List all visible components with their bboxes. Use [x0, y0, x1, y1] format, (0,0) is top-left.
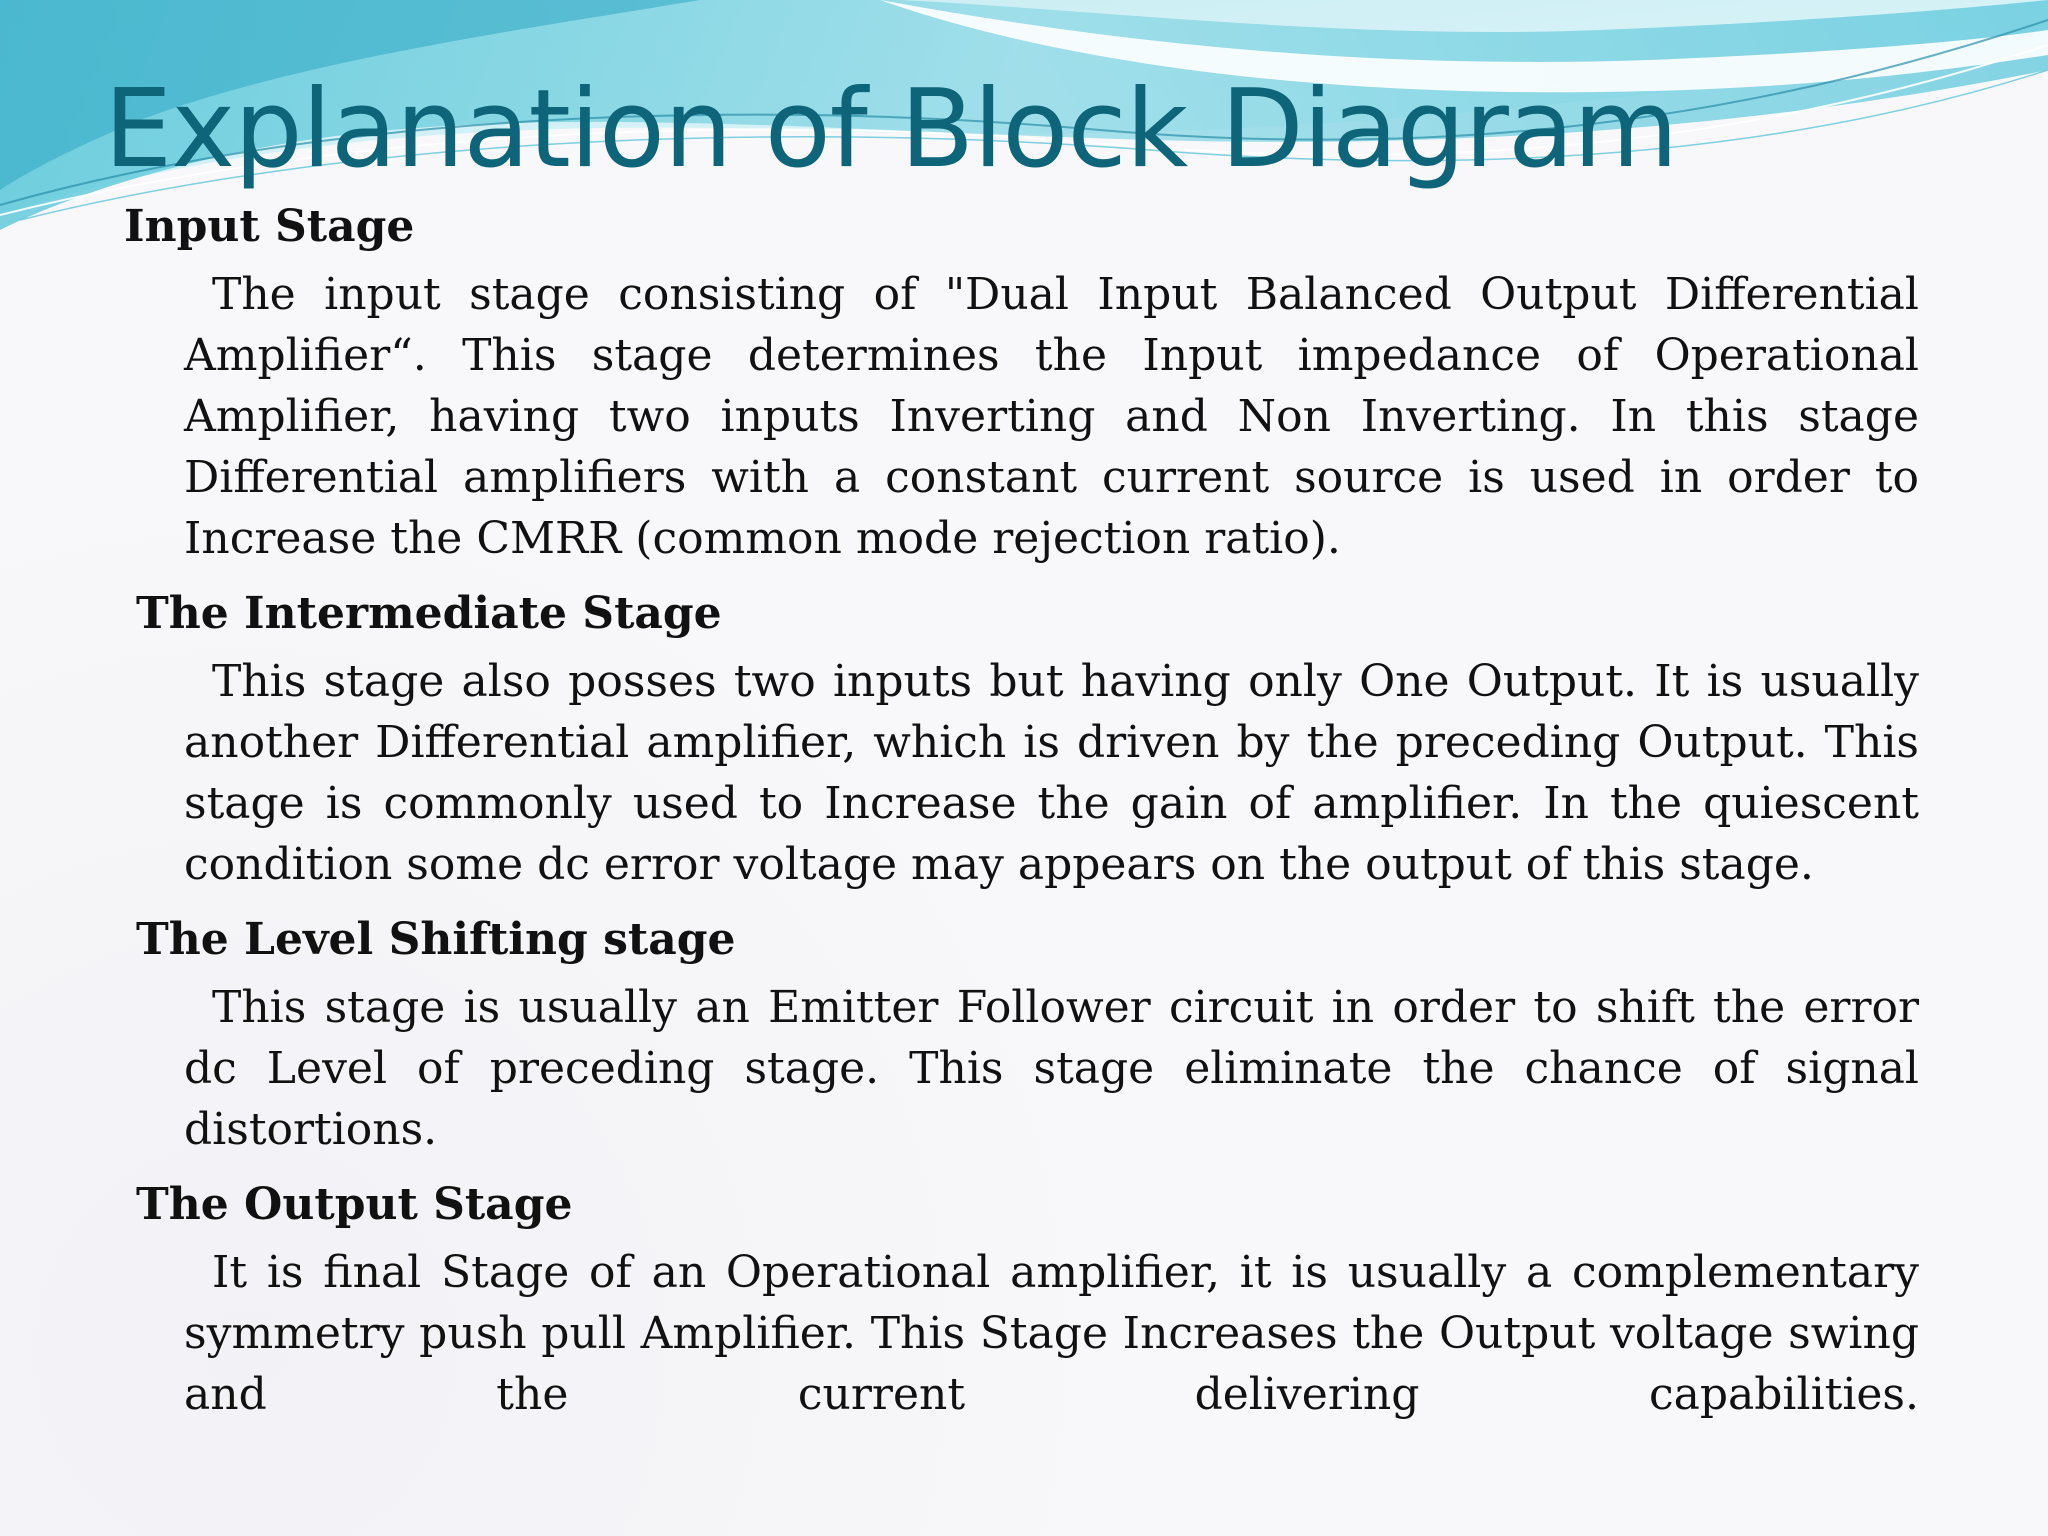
section-heading-intermediate-stage: The Intermediate Stage [136, 588, 722, 639]
section-text-intermediate-stage-content: This stage also posses two inputs but having only One Output. It is usually another Differential amplifier, which is driven by the preceding Output. This stage is commonly used to Increase the gain of amplifier. In the quiescent condition some dc error voltage may appears on the output of this stage. [184, 656, 1919, 890]
section-text-level-shifting-stage-content: This stage is usually an Emitter Follower circuit in order to shift the error dc Level of preceding stage. This stage eliminate the chance of signal distortions. [184, 982, 1919, 1155]
section-text-output-stage [184, 1242, 1919, 1425]
slide-title: Explanation of Block Diagram [104, 67, 1678, 192]
section-text-output-stage-content: It is final Stage of an Operational amplifier, it is usually a complementary symmetry push pull Amplifier. This Stage Increases the Output voltage swing and the current delivering capabilities. [184, 1247, 1919, 1420]
section-text-input-stage [184, 264, 1919, 569]
section-text-input-stage-content: The input stage consisting of "Dual Input Balanced Output Differential Amplifier“. This stage determines the Input impedance of Operational Amplifier, having two inputs Inverting and Non Inverting. In this stage Differential amplifiers with a constant current source is used in order to Increase the CMRR (common mode rejection ratio). [184, 269, 1919, 564]
section-text-intermediate-stage [184, 651, 1919, 895]
section-heading-output-stage: The Output Stage [136, 1179, 573, 1230]
section-heading-level-shifting-stage: The Level Shifting stage [136, 914, 736, 965]
section-text-level-shifting-stage [184, 977, 1919, 1160]
section-heading-input-stage: Input Stage [124, 201, 415, 252]
slide-content [124, 196, 1924, 1439]
